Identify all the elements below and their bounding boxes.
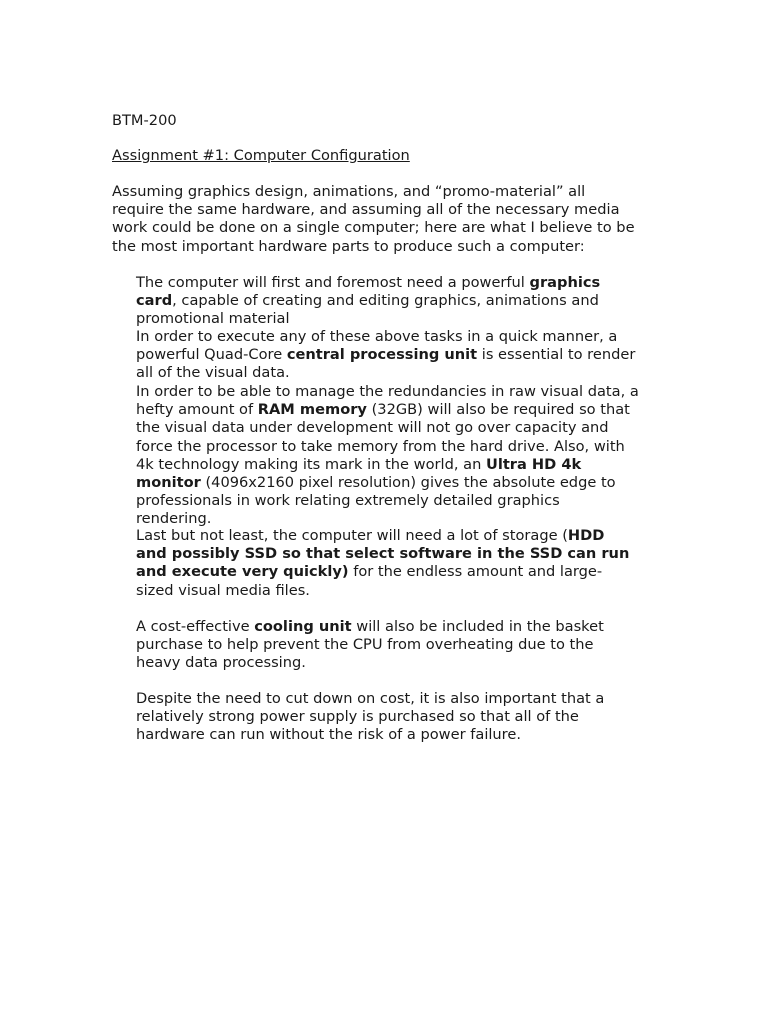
intro-paragraph: Assuming graphics design, animations, and “promo-material” all require the same hardware, and assuming all of the necessary media work could be done on a single computer; here are what I believe to be the most important hardware parts to produce such a computer: bbox=[112, 183, 635, 255]
bold-term-cooling: cooling unit bbox=[254, 618, 352, 635]
paragraph-text: The computer will first and foremost need a powerful bbox=[136, 274, 530, 291]
bold-term-graphics-card: graphics card bbox=[136, 274, 601, 310]
storage-paragraph bbox=[136, 527, 676, 600]
paragraph-text: will also be included in the basket purchase to help prevent the CPU from overheating due to the heavy data processing. bbox=[136, 618, 604, 672]
bold-term-cpu: central processing unit bbox=[286, 346, 478, 364]
power-supply-paragraph: Despite the need to cut down on cost, it is also important that a relatively strong power supply is purchased so that all of the hardware can run without the risk of a power failure. bbox=[136, 690, 605, 744]
paragraph-text: (4096x2160 pixel resolution) gives the absolute edge to professionals in work relating extremely detailed graphics rendering. bbox=[136, 474, 616, 528]
bold-term-monitor: Ultra HD 4k monitor bbox=[136, 455, 582, 492]
bold-term-ram: RAM memory bbox=[257, 401, 367, 419]
paragraph-text: for the endless amount and large- sized visual media files. bbox=[136, 563, 603, 599]
cooling-paragraph bbox=[136, 618, 676, 673]
paragraph-text: Last but not least, the computer will need a lot of storage ( bbox=[136, 527, 568, 544]
bold-term-storage: HDD and possibly SSD so that select software in the SSD can run and execute very quickly) bbox=[136, 527, 630, 581]
assignment-title: Assignment #1: Computer Configuration bbox=[112, 147, 410, 164]
paragraph-text: (32GB) will also be required so that the visual data under development will not go over capacity and force the processor to take memory from the hard drive. Also, with 4k technology making its mark in the world, an bbox=[136, 401, 630, 473]
paragraph-text: In order to execute any of these above tasks in a quick manner, a powerful Quad-Core bbox=[136, 328, 618, 364]
course-code: BTM-200 bbox=[112, 112, 177, 129]
paragraph-text: , capable of creating and editing graphics, animations and promotional material bbox=[136, 292, 599, 328]
graphics-card-paragraph bbox=[136, 274, 676, 329]
cpu-paragraph bbox=[136, 328, 676, 383]
paragraph-text: In order to be able to manage the redundancies in raw visual data, a hefty amount of bbox=[136, 383, 639, 419]
paragraph-text: is essential to render all of the visual data. bbox=[136, 346, 636, 382]
paragraph-text: A cost-effective bbox=[136, 618, 255, 635]
ram-monitor-paragraph bbox=[136, 383, 676, 529]
